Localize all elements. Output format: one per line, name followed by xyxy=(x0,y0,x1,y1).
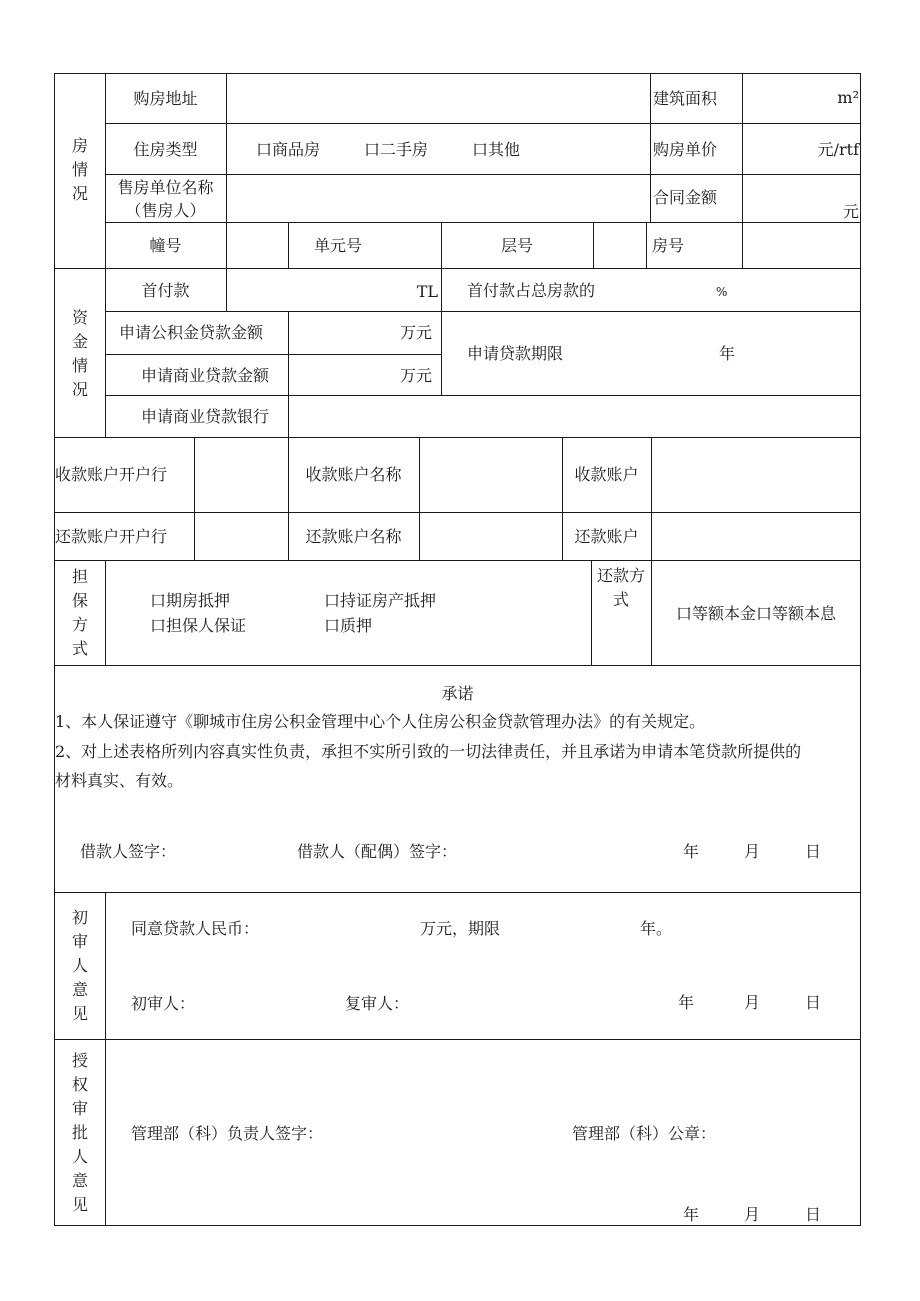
rule-house-3 xyxy=(105,222,861,223)
rule-review-bottom xyxy=(54,1039,861,1040)
commercial-bank-label: 申请商业贷款银行 xyxy=(141,407,270,426)
rule-house-col-f xyxy=(593,222,594,269)
receive-name-label: 收款账户名称 xyxy=(305,465,402,484)
review-section-label: 初审人意见 xyxy=(71,908,88,1023)
rule-funds-col-b xyxy=(441,268,442,396)
review-agree-text: 同意贷款人民币： xyxy=(131,919,260,938)
floor-label: 层号 xyxy=(500,236,533,255)
fund-loan-label: 申请公积金贷款金额 xyxy=(119,323,264,342)
rule-acc-col-a xyxy=(194,437,195,561)
promise-item-1: 1、本人保证遵守《聊城市住房公积金管理中心个人住房公积金贷款管理办法》的有关规定。 xyxy=(55,712,706,731)
term-unit: 年 xyxy=(719,344,736,363)
manager-signature-label: 管理部（科）负责人签字： xyxy=(131,1124,324,1143)
rule-bottom xyxy=(54,1225,861,1226)
rule-house-2 xyxy=(105,174,861,175)
rule-accounts-1 xyxy=(54,512,861,513)
borrower-signature-label: 借款人签字： xyxy=(80,842,177,861)
guarantee-section-label: 担保方式 xyxy=(71,567,88,658)
funds-section-label: 资金情况 xyxy=(71,308,88,399)
rule-funds-3 xyxy=(105,395,861,396)
approval-year: 年 xyxy=(683,1205,700,1224)
address-value[interactable] xyxy=(227,74,650,123)
approval-section-label: 授权审批人意见 xyxy=(71,1051,88,1214)
house-type-option-commercial[interactable]: 口商品房 xyxy=(256,140,321,159)
rule-accounts-bottom xyxy=(54,560,861,561)
review-year: 年 xyxy=(678,993,695,1012)
house-type-option-other[interactable]: 口其他 xyxy=(472,140,521,159)
promise-title: 承诺 xyxy=(441,684,474,703)
review-month: 月 xyxy=(744,993,761,1012)
unit-price-unit: 元/rtf xyxy=(817,140,859,159)
guarantee-option-guarantor[interactable]: 口担保人保证 xyxy=(150,616,247,635)
seller-label-line1: 售房单位名称 xyxy=(117,178,214,197)
receive-bank-label: 收款账户开户行 xyxy=(55,465,168,484)
rule-funds-1 xyxy=(105,311,861,312)
first-reviewer-label: 初审人： xyxy=(131,994,196,1013)
review-year-text: 年。 xyxy=(640,919,673,938)
approval-month: 月 xyxy=(744,1205,761,1224)
review-wan-text: 万元，期限 xyxy=(420,919,501,938)
building-label: 幢号 xyxy=(149,236,182,255)
rule-promise-bottom xyxy=(54,892,861,893)
rule-house-1 xyxy=(105,123,861,124)
rule-funds-2 xyxy=(105,354,441,355)
commercial-loan-unit: 万元 xyxy=(399,366,432,385)
seller-label-line2: （售房人） xyxy=(125,201,206,220)
address-label: 购房地址 xyxy=(133,89,198,108)
house-type-label: 住房类型 xyxy=(133,140,198,159)
promise-day: 日 xyxy=(805,842,822,861)
rule-house-col-g xyxy=(646,222,647,269)
down-payment-unit: TL xyxy=(416,282,438,301)
approval-day: 日 xyxy=(805,1205,822,1224)
contract-unit: 元 xyxy=(842,202,859,221)
rule-acc-col-e xyxy=(651,437,652,561)
second-reviewer-label: 复审人： xyxy=(345,994,410,1013)
rule-house-bottom xyxy=(54,268,861,269)
rule-right xyxy=(860,73,861,1226)
repay-method-options[interactable]: 口等额本金口等额本息 xyxy=(675,604,836,623)
rule-funds-bottom xyxy=(54,437,861,438)
house-type-option-second-hand[interactable]: 口二手房 xyxy=(364,140,429,159)
repay-account-label: 还款账户 xyxy=(574,527,639,546)
review-day: 日 xyxy=(805,993,822,1012)
promise-item-2-line2: 材料真实、有效。 xyxy=(55,771,184,790)
repay-method-label-line2: 式 xyxy=(612,590,629,609)
unit-price-label: 购房单价 xyxy=(653,140,718,159)
down-payment-label: 首付款 xyxy=(141,281,190,300)
area-label: 建筑面积 xyxy=(653,89,718,108)
repay-name-label: 还款账户名称 xyxy=(305,527,402,546)
promise-month: 月 xyxy=(744,842,761,861)
repay-method-label-line1: 还款方 xyxy=(596,566,645,585)
rule-guarantee-bottom xyxy=(54,665,861,666)
contract-label: 合同金额 xyxy=(653,188,718,207)
fund-loan-unit: 万元 xyxy=(399,323,432,342)
down-ratio-unit: % xyxy=(716,285,728,299)
house-section-label: 房情况 xyxy=(71,136,88,203)
promise-item-2-line1: 2、对上述表格所列内容真实性负责，承担不实所引致的一切法律责任，并且承诺为申请本笔贷款所提供的 xyxy=(55,742,802,761)
unit-no-label: 单元号 xyxy=(313,236,362,255)
guarantee-option-forward-mortgage[interactable]: 口期房抵押 xyxy=(150,591,231,610)
rule-left xyxy=(54,73,55,1226)
guarantee-option-property-mortgage[interactable]: 口持证房产抵押 xyxy=(324,591,437,610)
rule-review-col xyxy=(105,892,106,1226)
term-label: 申请贷款期限 xyxy=(467,344,564,363)
guarantee-option-pledge[interactable]: 口质押 xyxy=(324,616,373,635)
room-label: 房号 xyxy=(652,236,685,255)
repay-bank-label: 还款账户开户行 xyxy=(55,527,168,546)
rule-guar-col-a xyxy=(105,560,106,666)
area-unit: m² xyxy=(837,88,859,107)
down-ratio-label: 首付款占总房款的 xyxy=(467,281,596,300)
receive-account-label: 收款账户 xyxy=(574,465,639,484)
rule-house-col-b xyxy=(650,73,651,223)
department-seal-label: 管理部（科）公章： xyxy=(572,1124,717,1143)
rule-acc-col-c xyxy=(419,437,420,561)
promise-year: 年 xyxy=(683,842,700,861)
spouse-signature-label: 借款人（配偶）签字： xyxy=(297,842,458,861)
commercial-loan-label: 申请商业贷款金额 xyxy=(141,366,270,385)
